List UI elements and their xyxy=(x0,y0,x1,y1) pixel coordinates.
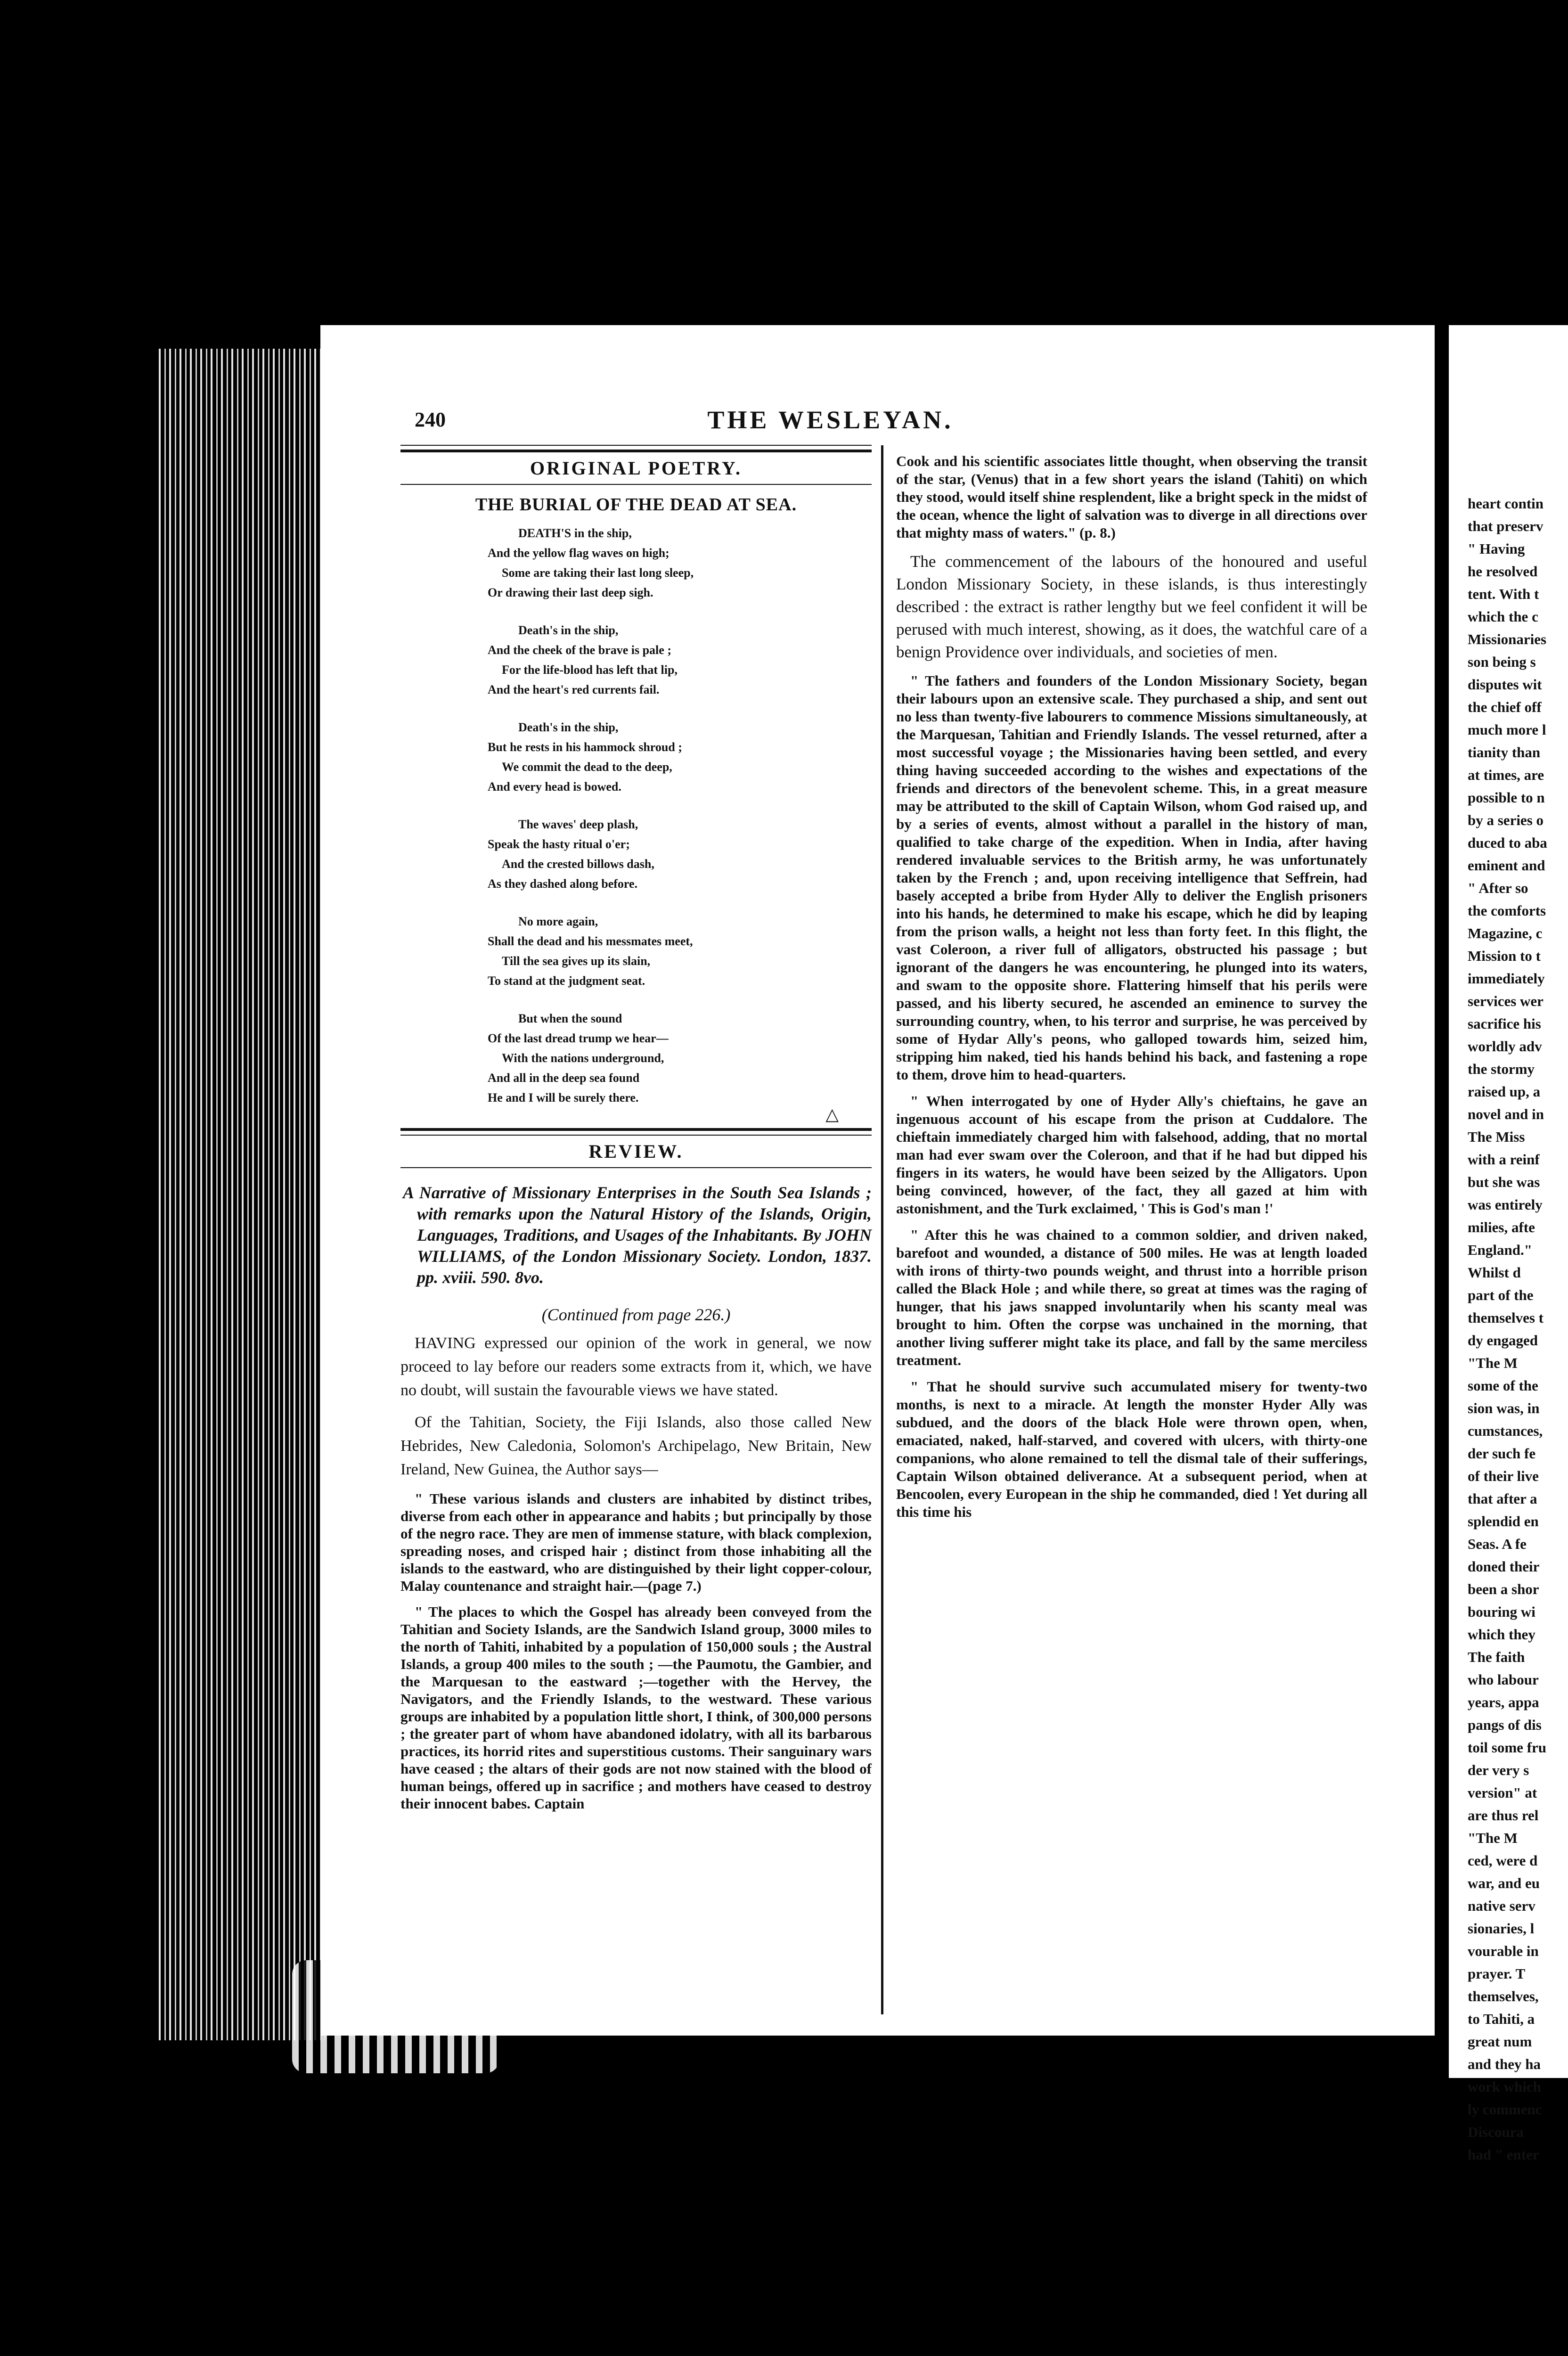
fragment-line: sacrifice his xyxy=(1468,1015,1541,1032)
paragraph: Cook and his scientific associates little thought, when observing the transit of the star, (Venus) that in a few short years the island (Tahiti) on which they stood, would itself shine resplendent, like a bright speck in the midst of the ocean, whence the light of salvation was to diverge in all directions over that mighty mass of waters." (p. 8.) xyxy=(896,453,1367,541)
quote-paragraph: " That he should survive such accumulated misery for twenty-two months, is next to a miracle. At length the monster Hyder Ally was subdued, and the doors of the black Hole were thrown open, when, emaciated, naked, half-starved, and covered with ulcers, with thirty-one companions, who alone remained to tell the dismal tale of their sufferings, Captain Wilson obtained deliverance. At a subsequent period, when at Bencoolen, every European in the ship he commanded, died ! Yet during all this time his xyxy=(896,1378,1367,1520)
fragment-line: possible to n xyxy=(1468,789,1545,806)
fragment-line: der such fe xyxy=(1468,1445,1536,1462)
poem-stanza: Death's in the ship, But he rests in his hammock shroud ; We commit the dead to the deep, And every head is bowed. xyxy=(488,720,682,794)
fragment-line: vourable in xyxy=(1468,1943,1539,1959)
newspaper-page xyxy=(320,325,1435,2036)
fragment-line: splendid en xyxy=(1468,1513,1539,1530)
review-intro xyxy=(400,1332,872,1481)
fragment-line: immediately xyxy=(1468,970,1545,987)
fragment-line: duced to aba xyxy=(1468,834,1547,851)
fragment-line: dy engaged xyxy=(1468,1332,1538,1349)
fragment-line: sion was, in xyxy=(1468,1400,1540,1416)
fragment-line: much more l xyxy=(1468,721,1546,738)
fragment-line: at times, are xyxy=(1468,767,1544,783)
section-original-poetry: ORIGINAL POETRY. xyxy=(530,458,743,479)
quote-paragraph: " The places to which the Gospel has already been conveyed from the Tahitian and Society Islands, are the Sandwich Island group, 3000 miles to the north of Tahiti, inhabited by a population of 150,000 souls ; the Austral Islands, a group 400 miles to the south ; —the Paumotu, the Gambier, and the Marquesan to the eastward ;—together with the Hervey, the Navigators, and the Friendly Islands, to the westward. These various groups are inhabited by a population little short, I think, of 300,000 persons ; the greater part of whom have abandoned idolatry, with all its barbarous practices, its horrid rites and superstitious customs. Their sanguinary wars have ceased ; the altars of their gods are not now stained with the blood of human beings, offered up in sacrifice ; and mothers have ceased to destroy their innocent babes. Captain xyxy=(400,1603,872,1812)
fragment-lines xyxy=(1468,492,1547,2166)
fragment-line: that preserv xyxy=(1468,518,1544,534)
fragment-line: tianity than xyxy=(1468,744,1541,761)
rule xyxy=(400,1128,872,1131)
fragment-line: eminent and xyxy=(1468,857,1545,874)
quote-paragraph: " After this he was chained to a common soldier, and driven naked, barefoot and wounded, a distance of 500 miles. He was at length loaded with irons of thirty-two pounds weight, and thrust into a horrible prison called the Black Hole ; and while there, so great at times was the raging of hunger, that his jaws snapped involuntarily when his scanty meal was brought to him. Often the corpse was unchained in the morning, that another living sufferer might take its place, and fall by the same merciless treatment. xyxy=(896,1227,1367,1368)
fragment-line: son being s xyxy=(1468,654,1536,670)
fragment-line: had " enter xyxy=(1468,2146,1539,2163)
right-column xyxy=(896,452,1367,1530)
book-page-edges xyxy=(155,349,325,2040)
quote-paragraph: " The fathers and founders of the London Missionary Society, began their labours upon an extensive scale. They purchased a ship, and sent out no less than twenty-five labourers to commence Missions simultaneously, at the Marquesan, Tahitian and Friendly Islands. The vessel returned, after a most successful voyage ; the Missionaries having been settled, and every thing having succeeded according to the wishes and expectations of the friends and directors of the benevolent scheme. This, in a great measure may be attributed to the skill of Captain Wilson, whom God raised up, and by a series of events, almost without a parallel in the history of man, qualified to take charge of the expedition. When in India, after having rendered invaluable services to the British army, he was unfortunately taken by the French ; and, upon receiving intelligence that Seffrein, had basely accepted a bribe from Hyder Ally to deliver the English prisoners into his hands, he determined to make his escape, which he did by leaping from the prison walls, a height not less than forty feet. In this flight, the vast Coleroon, a river full of alligators, obstructed his passage ; but ignorant of the dangers he was encountering, he plunged into its waters, and swam to the opposite shore. Flattering himself that his perils were passed, and his liberty secured, he ascended an eminence to survey the surrounding country, when, to his terror and surprise, he was perceived by some of Hydar Ally's peons, who galloped towards him, seized him, stripping him naked, tied his hands behind his back, and fastening a rope to them, drove him to head-quarters. xyxy=(896,672,1367,1083)
masthead-title: THE WESLEYAN. xyxy=(707,406,954,434)
fragment-line: " Having xyxy=(1468,540,1525,557)
fragment-line: tent. With t xyxy=(1468,586,1539,602)
fragment-line: toil some fru xyxy=(1468,1739,1547,1756)
fragment-line: work which xyxy=(1468,2078,1541,2095)
fragment-line: by a series o xyxy=(1468,812,1544,828)
fragment-line: was entirely xyxy=(1468,1196,1543,1213)
review-quotes xyxy=(400,1490,872,1812)
fragment-line: who labour xyxy=(1468,1671,1539,1688)
fragment-line: of their live xyxy=(1468,1468,1539,1484)
fragment-line: Seas. A fe xyxy=(1468,1536,1527,1552)
fragment-line: great num xyxy=(1468,2033,1532,2050)
fragment-line: are thus rel xyxy=(1468,1807,1539,1824)
fragment-line: years, appa xyxy=(1468,1694,1539,1710)
fragment-line: ly commenc xyxy=(1468,2101,1542,2118)
fragment-line: and they ha xyxy=(1468,2056,1541,2072)
fragment-line: pangs of dis xyxy=(1468,1717,1542,1733)
fragment-line: with a reinf xyxy=(1468,1151,1540,1168)
fragment-line: raised up, a xyxy=(1468,1083,1541,1100)
triangle-end-mark: △ xyxy=(825,1105,839,1124)
poem-stanza: The waves' deep plash, Speak the hasty ritual o'er; And the crested billows dash, As they dashed along before. xyxy=(488,818,654,891)
fragment-line: prayer. T xyxy=(1468,1965,1526,1982)
fragment-line: "The M xyxy=(1468,1830,1518,1846)
fragment-line: which they xyxy=(1468,1626,1535,1643)
fragment-line: The Miss xyxy=(1468,1129,1525,1145)
fragment-line: Whilst d xyxy=(1468,1264,1521,1281)
poem-stanza: But when the sound Of the last dread trump we hear— With the nations underground, And all in the deep sea found He and I will be surely there. xyxy=(488,1012,669,1104)
fragment-line: the stormy xyxy=(1468,1061,1535,1077)
fragment-line: the comforts xyxy=(1468,902,1546,919)
quote-paragraph: " When interrogated by one of Hyder Ally's chieftains, he gave an ingenuous account of his escape from the prison at Cuddalore. The chieftain immediately charged him with falsehood, adding, that no mortal man had ever swam over the Coleroon, and that if he had but dipped his fingers in its waters, he would have been seized by the Alligators. Upon being convinced, however, of the fact, they all gazed at him with astonishment, and the Turk exclaimed, ' This is God's man !' xyxy=(896,1093,1367,1217)
fragment-line: themselves t xyxy=(1468,1309,1544,1326)
fragment-line: Missionaries xyxy=(1468,631,1547,647)
fragment-line: heart contin xyxy=(1468,495,1544,512)
fragment-line: the chief off xyxy=(1468,699,1542,715)
paragraph: HAVING expressed our opinion of the work in general, we now proceed to lay before our readers some extracts from it, which, we have no doubt, will sustain the favourable views we have stated. xyxy=(400,1334,872,1399)
fragment-line: some of the xyxy=(1468,1377,1538,1394)
fragment-line: The faith xyxy=(1468,1649,1525,1665)
fragment-line: milies, afte xyxy=(1468,1219,1535,1235)
quote-paragraph: " These various islands and clusters are inhabited by distinct tribes, diverse from each other in appearance and habits ; but principally by those of the negro race. They are men of immense stature, with black complexion, spreading noses, and crisped hair ; distinct from those inhabiting all the islands to the eastward, who are distinguished by their light copper-colour, Malay countenance and straight hair.—(page 7.) xyxy=(400,1490,872,1594)
fragment-line: sionaries, l xyxy=(1468,1920,1535,1937)
fragment-line: worldly adv xyxy=(1468,1038,1542,1055)
fragment-line: England." xyxy=(1468,1242,1532,1258)
fragment-line: der very s xyxy=(1468,1762,1529,1778)
fragment-line: been a shor xyxy=(1468,1581,1539,1597)
fragment-line: which the c xyxy=(1468,608,1538,625)
fragment-line: bouring wi xyxy=(1468,1603,1535,1620)
fragment-line: he resolved xyxy=(1468,563,1538,580)
poem-title: THE BURIAL OF THE DEAD AT SEA. xyxy=(475,495,797,515)
fragment-line: cumstances, xyxy=(1468,1423,1543,1439)
fragment-line: to Tahiti, a xyxy=(1468,2011,1535,2027)
fragment-line: Mission to t xyxy=(1468,948,1541,964)
poem-stanza: Death's in the ship, And the cheek of the brave is pale ; For the life-blood has left that lip, And the heart's red currents fail. xyxy=(488,623,678,696)
poem-stanza: No more again, Shall the dead and his messmates meet, Till the sea gives up its slain, To stand at the judgment seat. xyxy=(488,915,693,988)
fragment-line: services wer xyxy=(1468,993,1544,1009)
fragment-line: war, and eu xyxy=(1468,1875,1540,1891)
continued-note: (Continued from page 226.) xyxy=(541,1305,731,1324)
fragment-line: ced, were d xyxy=(1468,1852,1538,1869)
left-column xyxy=(400,443,872,1821)
fragment-line: part of the xyxy=(1468,1287,1534,1303)
fragment-line: Discoura xyxy=(1468,2124,1524,2140)
poem-stanza: DEATH'S in the ship, And the yellow flag waves on high; Some are taking their last long sleep, Or drawing their last deep sigh. xyxy=(488,526,694,599)
page-number: 240 xyxy=(415,408,446,431)
fragment-line: Magazine, c xyxy=(1468,925,1543,941)
fragment-line: novel and in xyxy=(1468,1106,1544,1122)
fragment-line: themselves, xyxy=(1468,1988,1539,2004)
rule xyxy=(400,450,872,452)
column-divider xyxy=(881,445,883,2014)
fragment-line: that after a xyxy=(1468,1490,1537,1507)
next-page-fragment xyxy=(1449,325,1568,2163)
fragment-line: "The M xyxy=(1468,1355,1518,1371)
fragment-line: " After so xyxy=(1468,880,1528,896)
section-review: REVIEW. xyxy=(588,1141,684,1162)
paragraph: The commencement of the labours of the honoured and useful London Missionary Society, in these islands, is thus interestingly described : the extract is rather lengthy but we feel confident it will be perused with much interest, showing, as it does, the watchful care of a benign Providence over individuals, and societies of men. xyxy=(896,552,1367,661)
paragraph: Of the Tahitian, Society, the Fiji Islands, also those called New Hebrides, New Caledonia, Solomon's Archipelago, New Britain, New Ireland, New Guinea, the Author says— xyxy=(400,1414,872,1478)
fragment-line: doned their xyxy=(1468,1558,1540,1575)
fragment-line: disputes wit xyxy=(1468,676,1542,693)
book-citation: A Narrative of Missionary Enterprises in the South Sea Islands ; with remarks upon the Natural History of the Islands, Origin, Languages, Traditions, and Usages of the Inhabitants. By JOHN WILLIAMS, of the London Missionary Society. London, 1837. pp. xviii. 590. 8vo. xyxy=(403,1183,872,1287)
fragment-line: version" at xyxy=(1468,1784,1537,1801)
fragment-line: but she was xyxy=(1468,1174,1540,1190)
fragment-line: native serv xyxy=(1468,1898,1535,1914)
